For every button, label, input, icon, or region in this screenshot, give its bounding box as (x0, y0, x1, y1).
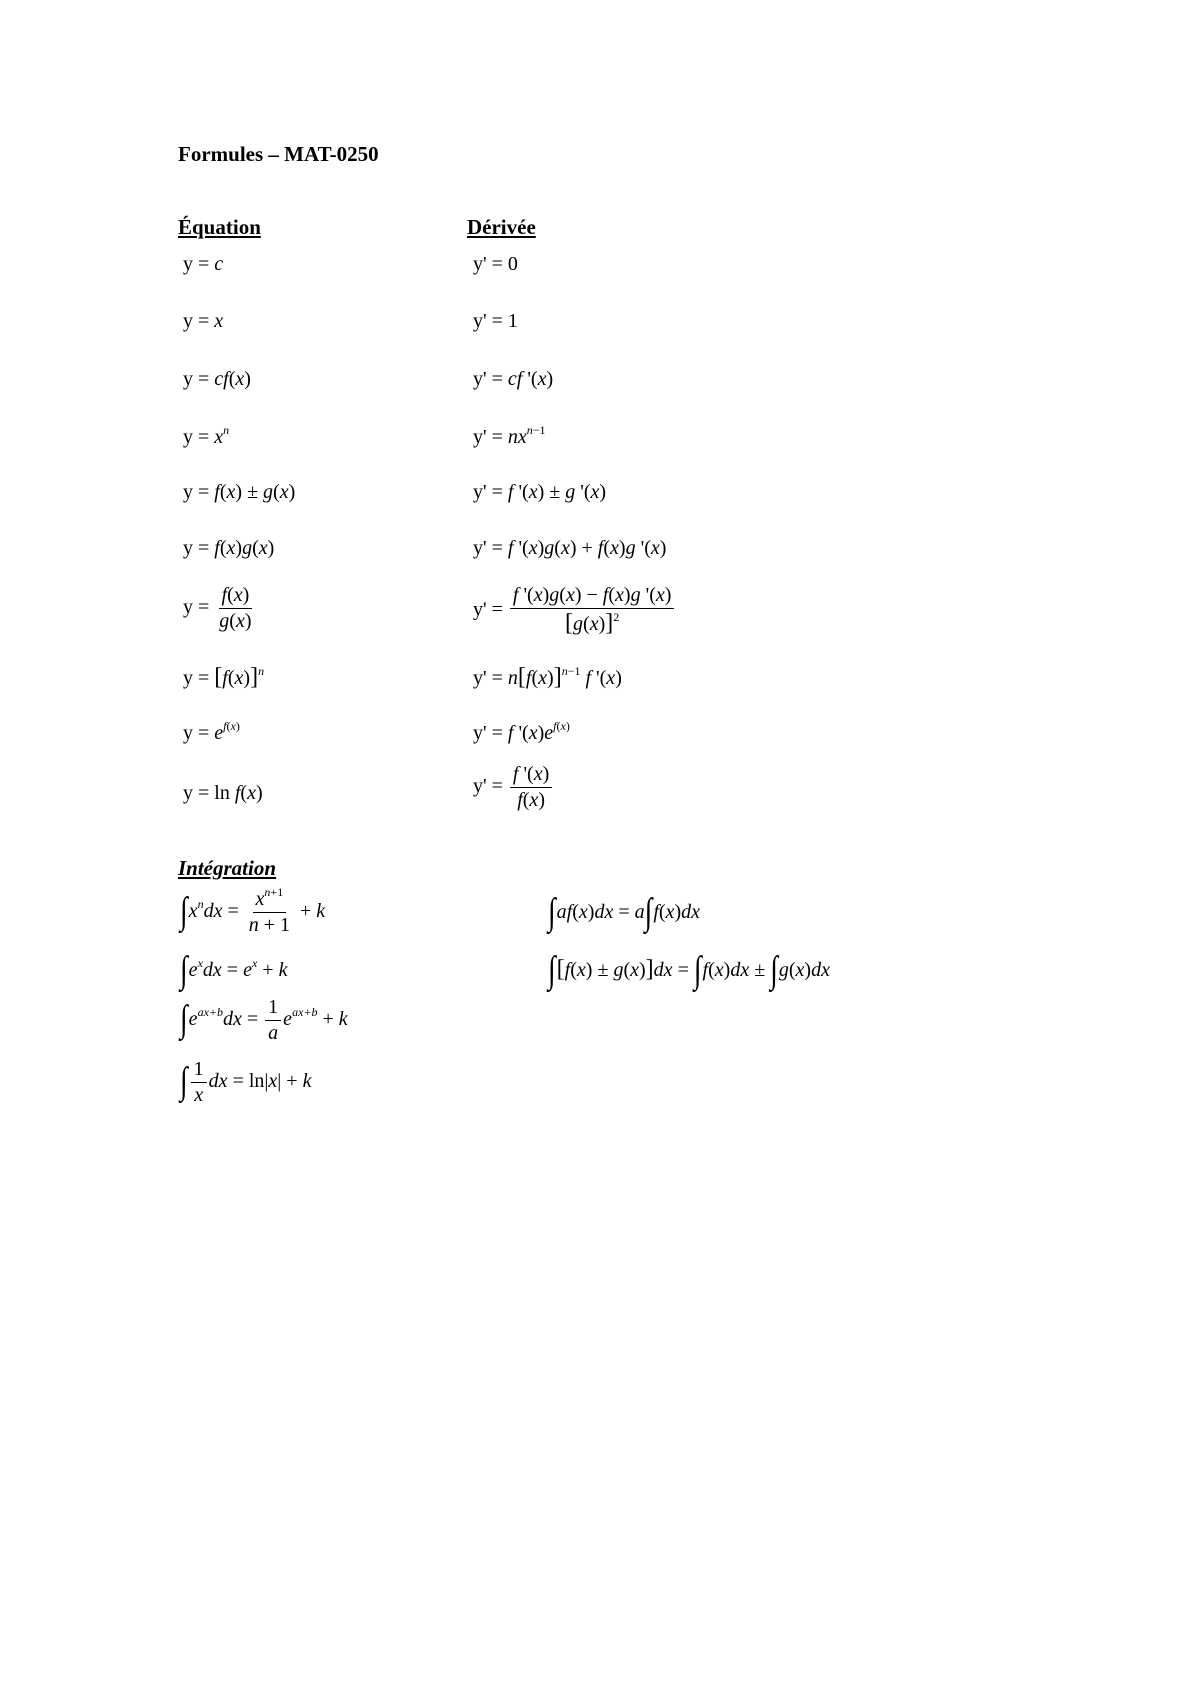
derivative-power: $y' = nx^{n-1}$ (473, 423, 546, 448)
integration-heading: Intégration (178, 856, 277, 880)
derivative-power-of-function: $y' = n[f(x)]^{n-1}$ f '(x) (473, 664, 622, 690)
integral-reciprocal: ∫ $\frac{1}{x}$ dx = ln|x| + k (180, 1058, 312, 1106)
equation-exponential: $y = e^{f(x)}$ (183, 719, 240, 744)
equation-quotient: y = $\frac{f(x)}{g(x)}$ (183, 584, 252, 632)
integral-exponential: $\int e^xdx = e^x + k$ (180, 949, 288, 992)
derivative-constant: y' = 0 (473, 253, 518, 275)
integral-linear-exponential: $\int e^{ax+b}dx$ = $\frac{1}{a}$ $e^{ax+b} + k$ (180, 996, 348, 1044)
equation-logarithm: y = ln f(x) (183, 782, 263, 804)
equation-constant-multiple: y = cf(x) (183, 368, 251, 390)
equation-column-heading: Équation (178, 215, 261, 239)
derivative-product: y' = f '(x)g(x) + f(x)g '(x) (473, 537, 667, 559)
derivative-exponential: y' = f '$(x)e^{f(x)}$ (473, 719, 570, 744)
equation-identity: y = x (183, 310, 224, 332)
equation-sum: y = f(x) ± g(x) (183, 481, 296, 503)
integral-constant-multiple: ∫af(x)dx = a∫f(x)dx (548, 891, 700, 934)
equation-power-of-function: $y = [f(x)]^n$ (183, 664, 265, 690)
equation-product: y = f(x)g(x) (183, 537, 275, 559)
derivative-identity: y' = 1 (473, 310, 518, 332)
document-title: Formules – MAT-0250 (178, 142, 379, 166)
derivative-sum: y' = f '(x) ± g '(x) (473, 481, 607, 503)
equation-power: $y = x^n$ (183, 423, 230, 448)
derivative-quotient: y' = $\frac{f '(x)g(x) - f(x)g '(x)}{[g(x)]^2}$ (473, 584, 676, 638)
derivative-logarithm: y' = $\frac{f '(x)}{f(x)}$ (473, 763, 554, 812)
derivative-column-heading: Dérivée (467, 215, 536, 239)
integral-power-rule: $\int x^ndx$ = $\frac{x^{n+1}}{n + 1}$ + k (180, 885, 326, 936)
integral-sum-rule: ∫[f(x) ± g(x)]dx = ∫f(x)dx ± ∫g(x)dx (548, 949, 830, 992)
derivative-constant-multiple: y' = cf '(x) (473, 368, 554, 390)
equation-constant: y = c (183, 253, 224, 275)
